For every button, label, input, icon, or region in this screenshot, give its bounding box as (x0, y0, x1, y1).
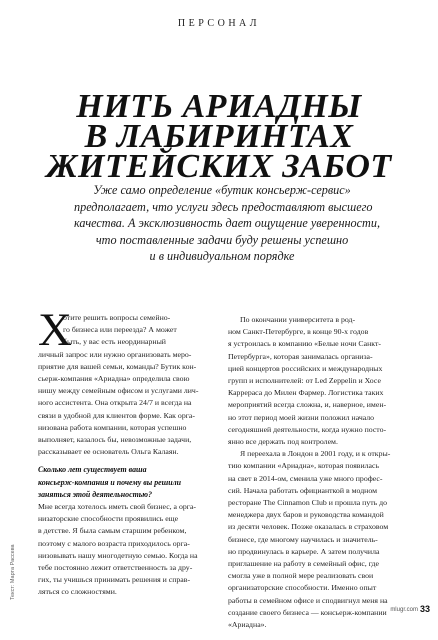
body-line: сегодняшней деятельности, когда нужно посто- (228, 424, 387, 434)
lead-line: Уже само определение «бутик консьерж-сервис» (93, 183, 351, 197)
body-line: сий. Начала работать официанткой в модном (228, 485, 378, 495)
page-number: 33 (419, 604, 430, 614)
body-line: мероприятий всегда сложна, и, наверное, имен- (228, 400, 387, 410)
body-line: ном Санкт-Петербурге, в конце 90-х годов (228, 327, 369, 337)
section-label: ПЕРСОНАЛ (177, 18, 261, 29)
body-line: связи в удобной для клиентов форме. Как орга- (38, 410, 195, 420)
body-line: ресторане The Cinnamon Club и прошла путь до (228, 498, 388, 508)
body-line: ного ассистента. Она открыта 24/7 и всегда на (38, 398, 192, 408)
body-line: но продвинулась в карьере. А затем получила (228, 546, 380, 556)
article-lead (74, 182, 381, 265)
body-line: выполняет, казалось бы, невозможные задачи, (38, 435, 192, 445)
lead-line: что поставленные задачи буду решены успешно (95, 232, 349, 247)
body-line: сьерж-компания «Ариадна» определила свою (38, 374, 190, 384)
body-line: Петербурга», которая занималась организа- (228, 351, 373, 361)
lead-line: качества. А эксклюзивность дает ощущение уверенности, (74, 216, 381, 230)
column-right (228, 314, 408, 631)
question-line: Сколько лет существует ваша (38, 465, 147, 475)
body-line: цией концертов российских и международных (228, 363, 383, 373)
body-line: работы в семейном офисе и сподвигнул меня на (228, 595, 388, 605)
body-line: тию компании «Ариадна», которая появилась (228, 461, 380, 471)
intro-line: быть, у вас есть неординарный (63, 337, 166, 347)
answer-line: гих, ты учишься принимать решения и справ- (38, 575, 191, 585)
body-line: на свет в 2014-ом, сменила уже много профес- (228, 473, 383, 483)
body-line: смогла уже в полной мере реализовать свои (228, 571, 374, 581)
lead-line: предполагает, что услуги здесь предоставляют высшего (74, 199, 373, 214)
intro-line: го бизнеса или переезда? А может (63, 325, 177, 335)
body-line: По окончании университета в род- (240, 315, 356, 324)
column-left (38, 312, 214, 599)
article-headline (0, 88, 438, 185)
answer-line: ляться со сложностями. (38, 587, 117, 597)
body-line: организаторские способности. Именно опыт (228, 583, 377, 593)
answer-line: низаторские способности проявились еще (38, 514, 179, 524)
intro-line: отите решить вопросы семейно- (63, 313, 171, 322)
answer-line: Мне всегда хотелось иметь свой бизнес, а орга- (38, 502, 197, 512)
body-line: из десяти человек. Позже оказалась в страховом (228, 522, 389, 532)
lead-line: и в индивидуальном порядке (149, 249, 295, 263)
answer-line: тебе постоянно лежит ответственность за дру- (38, 563, 193, 573)
body-line: рассказывает ее основатель Ольга Калаян. (38, 447, 179, 457)
body-line: но этот период моей жизни положил начало (228, 412, 375, 422)
body-line: групп и исполнителей: от Led Zeppelin и Хосе (228, 376, 381, 386)
question-line: заняться этой деятельностью? (38, 489, 153, 499)
headline-line: В ЛАБИРИНТАХ (84, 118, 354, 155)
body-line: создание своего бизнеса — консьерж-компании (228, 607, 387, 617)
headline-line: НИТЬ АРИАДНЫ (76, 88, 362, 125)
answer-line: низовывать нашу многодетную семью. Когда на (38, 550, 198, 560)
body-line: приглашение на работу в семейный офис, где (228, 559, 379, 569)
answer-line: поэтому с малого возраста приходилось орга- (38, 538, 190, 548)
drop-cap: Х (38, 304, 72, 356)
body-line: Я переехала в Лондон в 2001 году, и к откры- (240, 449, 391, 459)
body-line: низована работа компании, которая успешно (38, 422, 187, 432)
website-folio: mlugr.com (390, 607, 418, 613)
body-line: личный запрос или нужно организовать меро- (38, 349, 192, 359)
body-line: я устроилась в компанию «Белые ночи Санкт- (228, 339, 381, 349)
headline-line: ЖИТЕЙСКИХ ЗАБОТ (46, 148, 392, 185)
body-line: нишу между семейным офисом и услугами лич- (38, 386, 199, 396)
body-line: менеджера двух баров и руководства командой (228, 510, 384, 520)
question-line: консьерж-компания и почему вы решили (38, 477, 182, 487)
body-line: янно все держать под контролем. (228, 437, 338, 447)
photo-credit: Текст: Марта Рассева (10, 544, 16, 600)
body-line: Каррераса до Милен Фармер. Логистика таких (228, 388, 384, 398)
body-line: бизнесе, где многому научилась и значитель- (228, 534, 378, 544)
body-line: «Ариадна». (228, 620, 267, 630)
body-line: приятие для вашей семьи, команды? Бутик кон- (38, 361, 197, 371)
answer-line: в детстве. Я была самым старшим ребенком, (38, 526, 187, 536)
